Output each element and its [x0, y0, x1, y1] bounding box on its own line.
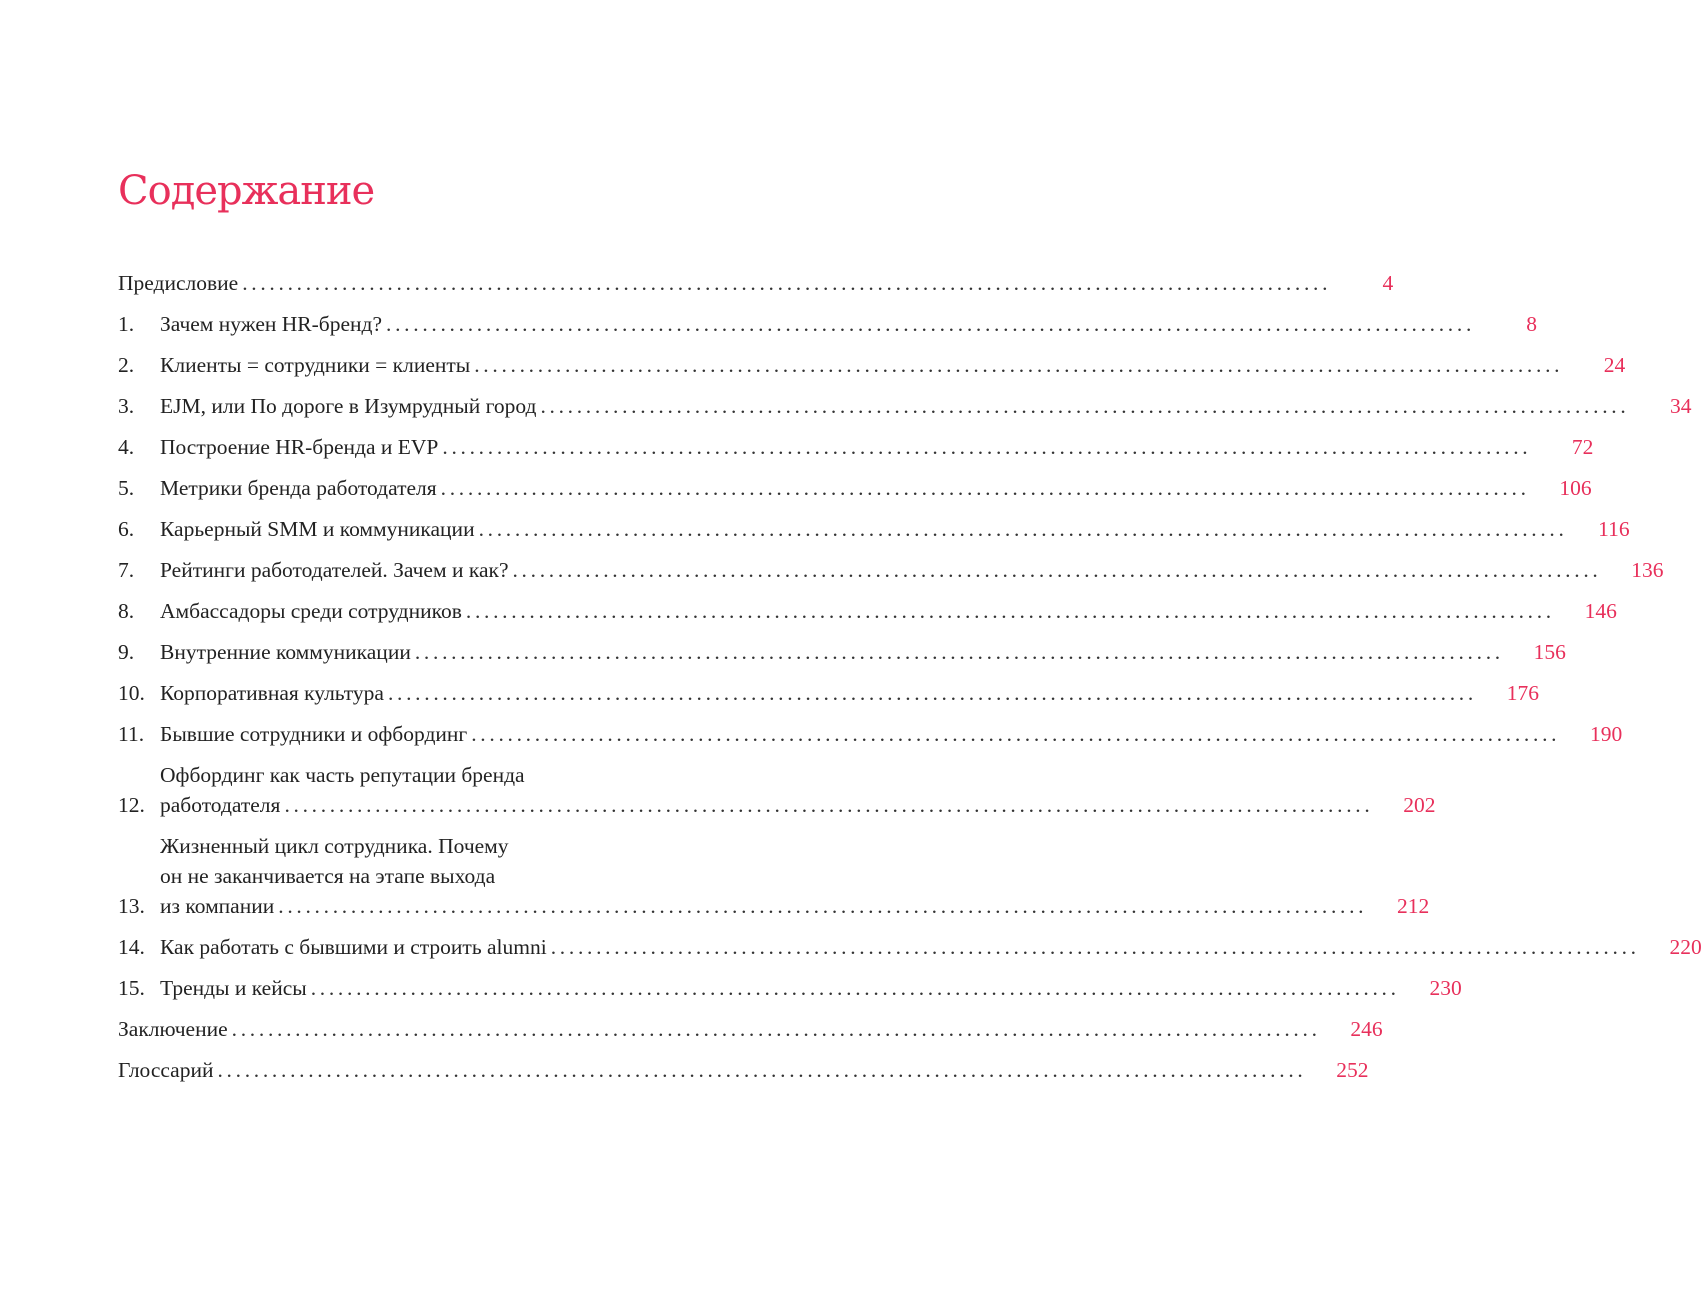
table-of-contents	[118, 268, 1702, 1085]
entry-title-line: он не заканчивается на этапе выхода	[160, 864, 496, 888]
entry-title: Как работать с бывшими и строить alumni	[160, 935, 547, 959]
toc-entry[interactable]	[118, 831, 1430, 921]
entry-title: Внутренние коммуникации	[160, 640, 411, 664]
toc-entry[interactable]	[118, 309, 1538, 339]
page-number: 156	[1533, 640, 1566, 664]
toc-entry[interactable]	[118, 678, 1539, 708]
toc-entry[interactable]	[118, 719, 1623, 749]
dot-leader: ........................................................................................................................	[540, 394, 1630, 418]
page-number: 136	[1631, 558, 1664, 582]
entry-title: Построение HR-бренда и EVP	[160, 435, 439, 459]
toc-entry[interactable]	[118, 350, 1626, 380]
entry-title: Глоссарий	[118, 1058, 214, 1082]
toc-entry[interactable]	[118, 932, 1702, 962]
page-number: 8	[1526, 312, 1538, 336]
chapter-number: 5.	[118, 476, 135, 500]
entry-title-line: Офбординг как часть репутации бренда	[160, 763, 525, 787]
page-number: 146	[1584, 599, 1617, 623]
dot-leader: ........................................................................................................................	[474, 353, 1564, 377]
entry-title: Клиенты = сотрудники = клиенты	[160, 353, 471, 377]
chapter-number: 12.	[118, 793, 145, 817]
entry-title-line: Жизненный цикл сотрудника. Почему	[160, 834, 509, 858]
dot-leader: ........................................................................................................................	[387, 681, 1477, 705]
toc-entry[interactable]	[118, 596, 1617, 626]
chapter-number: 9.	[118, 640, 135, 664]
dot-leader: ........................................................................................................................	[217, 1058, 1307, 1082]
entry-title: Тренды и кейсы	[160, 976, 307, 1000]
page-number: 252	[1336, 1058, 1369, 1082]
chapter-number: 14.	[118, 935, 145, 959]
dot-leader: ........................................................................................................................	[465, 599, 1555, 623]
chapter-number: 3.	[118, 394, 135, 418]
chapter-number: 6.	[118, 517, 135, 541]
entry-title: из компании	[160, 894, 275, 918]
dot-leader: ........................................................................................................................	[442, 435, 1532, 459]
page-number: 212	[1397, 894, 1430, 918]
chapter-number: 7.	[118, 558, 135, 582]
dot-leader: ........................................................................................................................	[284, 793, 1374, 817]
toc-entry[interactable]	[118, 514, 1630, 544]
chapter-number: 10.	[118, 681, 145, 705]
chapter-number: 13.	[118, 894, 145, 918]
page-number: 202	[1403, 793, 1436, 817]
entry-title: Рейтинги работодателей. Зачем и как?	[160, 558, 509, 582]
entry-title: работодателя	[160, 793, 281, 817]
dot-leader: ........................................................................................................................	[278, 894, 1368, 918]
dot-leader: ........................................................................................................................	[550, 935, 1640, 959]
page-number: 246	[1350, 1017, 1383, 1041]
dot-leader: ........................................................................................................................	[242, 271, 1332, 295]
dot-leader: ........................................................................................................................	[310, 976, 1400, 1000]
entry-title: Карьерный SMM и коммуникации	[160, 517, 475, 541]
chapter-number: 8.	[118, 599, 135, 623]
toc-entry[interactable]	[118, 473, 1592, 503]
dot-leader: ........................................................................................................................	[231, 1017, 1321, 1041]
toc-entry[interactable]	[118, 760, 1436, 820]
chapter-number: 11.	[118, 722, 145, 746]
entry-title: EJM, или По дороге в Изумрудный город	[160, 394, 537, 418]
dot-leader: ........................................................................................................................	[414, 640, 1504, 664]
page-number: 190	[1589, 722, 1623, 746]
dot-leader: ........................................................................................................................	[386, 312, 1476, 336]
entry-title: Бывшие сотрудники и офбординг	[160, 722, 468, 746]
toc-entry[interactable]	[118, 391, 1692, 421]
chapter-number: 15.	[118, 976, 145, 1000]
dot-leader: ........................................................................................................................	[512, 558, 1602, 582]
page-number: 34	[1669, 394, 1692, 418]
entry-title: Заключение	[118, 1017, 228, 1041]
dot-leader: ........................................................................................................................	[478, 517, 1568, 541]
page-number: 220	[1669, 935, 1702, 959]
page-number: 116	[1598, 517, 1630, 541]
entry-title: Амбассадоры среди сотрудников	[160, 599, 462, 623]
page-title: Содержание	[118, 168, 375, 214]
page-number: 176	[1506, 681, 1539, 705]
toc-entry[interactable]	[118, 1055, 1369, 1085]
page-number: 72	[1571, 435, 1594, 459]
page-number: 106	[1559, 476, 1592, 500]
toc-entry[interactable]	[118, 555, 1664, 585]
toc-entry[interactable]	[118, 1014, 1383, 1044]
page-number: 230	[1429, 976, 1462, 1000]
entry-title: Зачем нужен HR-бренд?	[160, 312, 383, 336]
toc-entry[interactable]	[118, 973, 1462, 1003]
page-number: 4	[1382, 271, 1394, 295]
entry-title: Метрики бренда работодателя	[160, 476, 437, 500]
dot-leader: ........................................................................................................................	[471, 722, 1561, 746]
dot-leader: ........................................................................................................................	[440, 476, 1530, 500]
toc-entry[interactable]	[118, 637, 1566, 667]
chapter-number: 2.	[118, 353, 135, 377]
page-number: 24	[1603, 353, 1626, 377]
chapter-number: 1.	[118, 312, 135, 336]
toc-entry[interactable]	[118, 432, 1594, 462]
toc-entry[interactable]	[118, 268, 1394, 298]
chapter-number: 4.	[118, 435, 135, 459]
entry-title: Предисловие	[118, 271, 239, 295]
entry-title: Корпоративная культура	[160, 681, 384, 705]
